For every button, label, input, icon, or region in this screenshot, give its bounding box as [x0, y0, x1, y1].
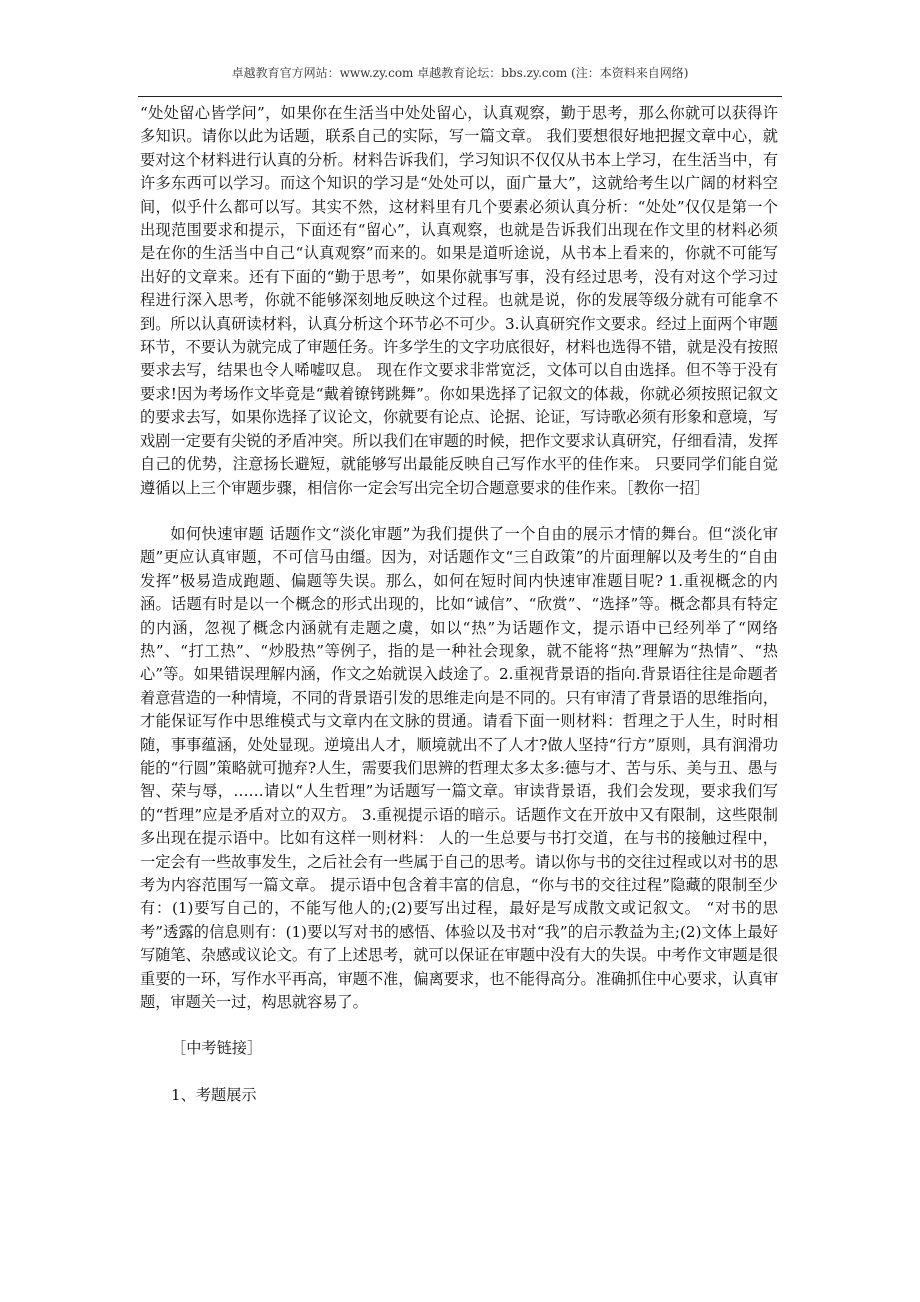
body-paragraph-1: “处处留心皆学问”，如果你在生活当中处处留心，认真观察，勤于思考，那么你就可以获得许多知识。请你以此为话题，联系自己的实际，写一篇文章。 我们要想很好地把握文章中心，就要对这个材料进行认真的分析。材料告诉我们，学习知识不仅仅从书本上学习，在生活当中，有许多东西可以学习。而这个知识的学习是“处处可以，面广量大”，这就给考生以广阔的材料空间，似乎什么都可以写。其实不然，这材料里有几个要素必须认真分析：“处处”仅仅是第一个出现范围要求和提示，下面还有“留心”，认真观察，也就是告诉我们出现在作文里的材料必须是在你的生活当中自己“认真观察”而来的。如果是道听途说，从书本上看来的，你就不可能写出好的文章来。还有下面的“勤于思考”，如果你就事写事，没有经过思考，没有对这个学习过程进行深入思考，你就不能够深刻地反映这个过程。也就是说，你的发展等级分就有可能拿不到。所以认真研读材料，认真分析这个环节必不可少。3.认真研究作文要求。经过上面两个审题环节，不要认为就完成了审题任务。许多学生的文字功底很好，材料也选得不错，就是没有按照要求去写，结果也令人唏嘘叹息。 现在作文要求非常宽泛，文体可以自由选择。但不等于没有要求!因为考场作文毕竟是“戴着镣铐跳舞”。你如果选择了记叙文的体裁，你就必须按照记叙文的要求去写，如果你选择了议论文，你就要有论点、论据、论证，写诗歌必须有形象和意境，写戏剧一定要有尖锐的矛盾冲突。所以我们在审题的时候，把作文要求认真研究，仔细看清，发挥自己的优势，注意扬长避短，就能够写出最能反映自己写作水平的佳作来。 只要同学们能自觉遵循以上三个审题步骤，相信你一定会写出完全切合题意要求的佳作来。［教你一招］ — [140, 104, 778, 497]
subsection-heading-exam-display: 1、考题展示 — [171, 1085, 257, 1104]
page-header — [0, 0, 920, 98]
body-paragraph-2: 如何快速审题 话题作文“淡化审题”为我们提供了一个自由的展示才情的舞台。但“淡化审题”更应认真审题，不可信马由缰。因为，对话题作文“三自政策”的片面理解以及考生的“自由发挥”极易造成跑题、偏题等失误。那么，如何在短时间内快速审准题目呢? 1.重视概念的内涵。话题有时是以一个概念的形式出现的，比如“诚信”、“欣赏”、“选择”等。概念都具有特定的内涵，忽视了概念内涵就有走题之虞，如以“热”为话题作文，提示语中已经列举了“网络热”、“打工热”、“炒股热”等例子，指的是一种社会现象，就不能将“热”理解为“热情”、“热心”等。如果错误理解内涵，作文之始就误入歧途了。2.重视背景语的指向.背景语往往是命题者着意营造的一种情境，不同的背景语引发的思维走向是不同的。只有审清了背景语的思维指向，才能保证写作中思维模式与文章内在文脉的贯通。请看下面一则材料：哲理之于人生，时时相随，事事蕴涵，处处显现。逆境出人才，顺境就出不了人才?做人坚持“行方”原则，具有润滑功能的“行圆”策略就可抛弃?人生，需要我们思辨的哲理太多太多:德与才、苦与乐、美与丑、愚与智、荣与辱，……请以“人生哲理”为话题写一篇文章。审读背景语，我们会发现，要求我们写的“哲理”应是矛盾对立的双方。 3.重视提示语的暗示。话题作文在开放中又有限制，这些限制多出现在提示语中。比如有这样一则材料： 人的一生总要与书打交道，在与书的接触过程中，一定会有一些故事发生，之后社会有一些属于自己的思考。请以你与书的交往过程或以对书的思考为内容范围写一篇文章。 提示语中包含着丰富的信息，“你与书的交往过程”隐藏的限制至少有：(1)要写自己的，不能写他人的;(2)要写出过程，最好是写成散文或记叙文。 “对书的思考”透露的信息则有：(1)要以写对书的感悟、体验以及书对“我”的启示教益为主;(2)文体上最好写随笔、杂感或议论文。有了上述思考，就可以保证在审题中没有大的失误。中考作文审题是很重要的一环，写作水平再高，审题不准，偏离要求，也不能得高分。准确抓住中心要求，认真审题，审题关一过，构思就容易了。 — [140, 524, 778, 1012]
header-divider — [138, 96, 782, 97]
header-text: 卓越教育官方网站：www.zy.com 卓越教育论坛：bbs.zy.com (注：本资料来自网络) — [231, 66, 689, 80]
section-heading-exam-link: ［中考链接］ — [171, 1039, 263, 1058]
document-body — [140, 102, 778, 1107]
